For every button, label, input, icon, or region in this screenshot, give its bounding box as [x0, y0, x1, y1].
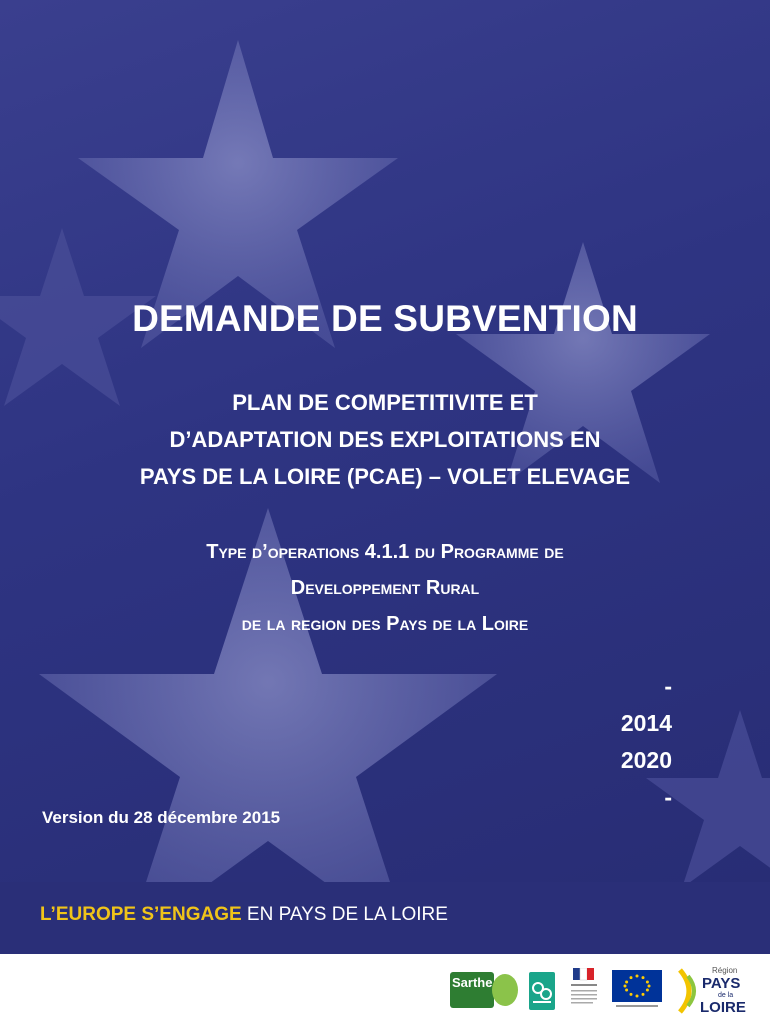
operation-type [60, 534, 710, 642]
sarthe-logo [450, 972, 518, 1008]
subtitle-line: PAYS DE LA LOIRE (PCAE) – VOLET ELEVAGE [139, 464, 631, 489]
region-swoosh-icon [676, 968, 702, 1014]
sarthe-logo-text: Sarthe [452, 975, 493, 990]
year-line: 2020 [620, 747, 672, 773]
subtitle-line: PLAN DE COMPETITIVITE ET [232, 390, 538, 415]
programme-years [621, 668, 672, 816]
agence-eau-logo [529, 972, 555, 1010]
partner-logos [0, 954, 770, 1024]
year-line: - [664, 673, 672, 699]
version-date: Version du 28 décembre 2015 [42, 808, 281, 827]
region-pays-de-la-loire-logo [676, 964, 748, 1018]
ministry-logo [569, 968, 599, 1012]
document-title: DEMANDE DE SUBVENTION [132, 298, 638, 339]
slogan [40, 904, 448, 926]
subtitle-line: D’ADAPTATION DES EXPLOITATIONS EN [169, 427, 601, 452]
slogan-highlight: L’EUROPE S’ENGAGE [40, 904, 242, 925]
year-line: - [664, 784, 672, 810]
region-label: Région [712, 966, 738, 975]
region-loire: LOIRE [700, 999, 746, 1016]
type-line: Developpement Rural [290, 577, 480, 599]
eu-flag-logo [612, 970, 662, 1010]
region-pays: PAYS [702, 975, 741, 992]
document-subtitle [60, 384, 710, 495]
ae-icon [529, 972, 555, 1010]
republique-francaise-icon [569, 968, 599, 1012]
eu-flag-icon [612, 970, 662, 1010]
year-line: 2014 [620, 710, 672, 736]
type-line: Type d’operations 4.1.1 du Programme de [206, 541, 564, 563]
slogan-rest: EN PAYS DE LA LOIRE [241, 904, 448, 925]
type-line: de la region des Pays de la Loire [241, 613, 529, 635]
region-de-la: de la [718, 992, 734, 999]
